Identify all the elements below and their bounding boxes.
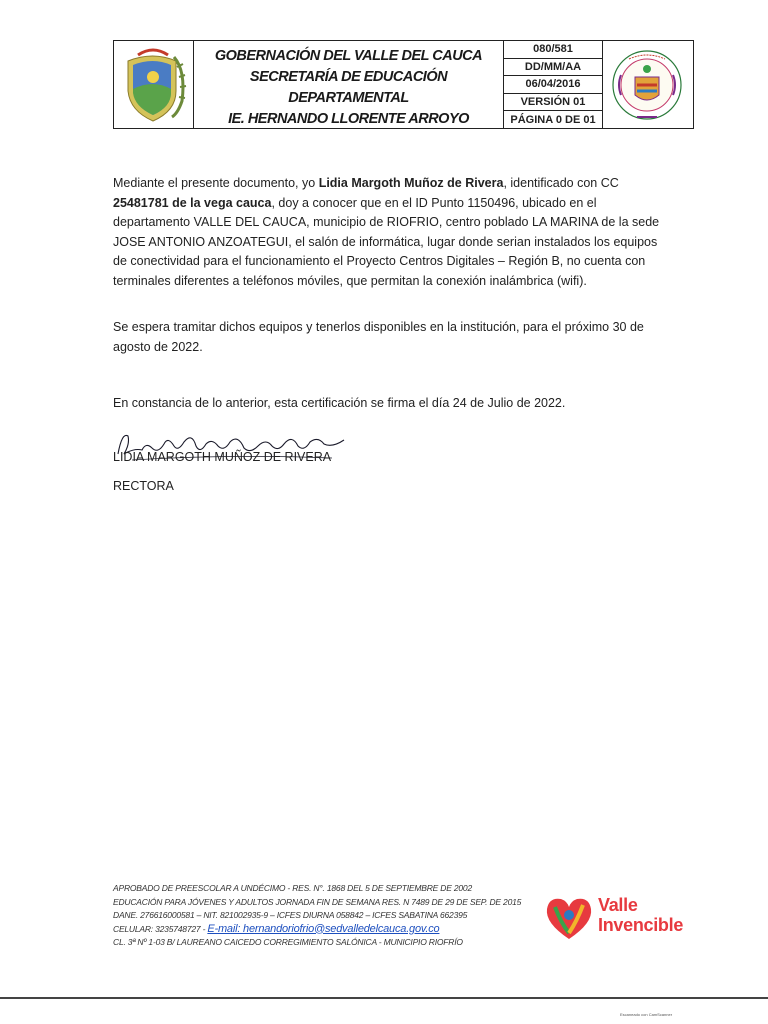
header-title-line-3: IE. HERNANDO LLORENTE ARROYO: [228, 110, 469, 127]
footer-email-link[interactable]: E-mail: hernandoriofrio@sedvalledelcauca.gov.co: [207, 922, 440, 935]
coat-of-arms-icon: [114, 41, 192, 127]
date-format: DD/MM/AA: [504, 59, 602, 77]
paragraph-certification: En constancia de lo anterior, esta certificación se firma el día 24 de Julio de 2022.: [113, 396, 566, 410]
footer-line-2: EDUCACIÓN PARA JÓVENES Y ADULTOS JORNADA FIN DE SEMANA RES. N 7489 DE 29 DE SEP. DE 2015: [113, 896, 522, 907]
valle-brand-text: [598, 895, 683, 935]
footer-line-3: DANE. 276616000581 – NIT. 821002935-9 – ICFES DIURNA 058842 – ICFES SABATINA 662395: [113, 910, 468, 920]
header-title: [194, 41, 504, 128]
footer-line-1: APROBADO DE PREESCOLAR A UNDÉCIMO - RES. N°. 1868 DEL 5 DE SEPTIEMBRE DE 2002: [113, 883, 472, 893]
p1-text-1: Mediante el presente documento, yo: [113, 176, 319, 190]
header-meta-table: [504, 41, 603, 128]
signatory-role: RECTORA: [113, 479, 174, 493]
paragraph-expectation: Se espera tramitar dichos equipos y tenerlos disponibles en la institución, para el próximo 30 de agosto de 2022.: [113, 320, 644, 354]
page-bottom-rule: [0, 997, 768, 999]
school-seal-icon: [603, 41, 691, 127]
document-footer: [113, 882, 533, 950]
p1-text-2: , identificado con CC: [503, 176, 619, 190]
document-header: [113, 40, 694, 129]
signatory-name: LIDIA MARGOTH MUÑOZ DE RIVERA: [113, 450, 332, 464]
brand-line-1: Valle: [598, 895, 638, 915]
school-seal: [603, 41, 693, 128]
paragraph-declaration: [113, 174, 668, 291]
doc-date: 06/04/2016: [504, 76, 602, 94]
valle-invencible-logo: [541, 893, 721, 945]
valle-heart-icon: [541, 893, 597, 943]
doc-code: 080/581: [504, 41, 602, 59]
scanner-watermark: Escaneado con CamScanner: [620, 1012, 673, 1017]
p1-id-bold: 25481781 de la vega cauca: [113, 195, 272, 210]
footer-phone: CELULAR: 3235748727 -: [113, 923, 208, 934]
brand-line-2: Invencible: [598, 915, 684, 935]
p1-name-bold: Lidia Margoth Muñoz de Rivera: [318, 176, 504, 190]
footer-address: CL. 3ª Nº 1-03 B/ LAUREANO CAICEDO CORREGIMIENTO SALÓNICA - MUNICIPIO RIOFRÍO: [113, 937, 463, 947]
doc-page: PÁGINA 0 DE 01: [510, 113, 596, 126]
department-coat-of-arms: [114, 41, 194, 128]
header-title-line-1: GOBERNACIÓN DEL VALLE DEL CAUCA: [214, 47, 483, 64]
footer-contact: [113, 923, 533, 937]
doc-version: VERSIÓN 01: [504, 94, 602, 112]
header-title-line-2: SECRETARÍA DE EDUCACIÓN DEPARTAMENTAL: [249, 68, 448, 106]
p1-text-3: , doy a conocer que en el ID Punto 1150496, ubicado en el departamento VALLE DEL CAUCA, municipio de RIOFRIO, centro poblado LA MARINA de la sede JOSE ANTONIO ANZOATEGUI, el salón de informática, lugar donde serian instalados los equipos de conectividad para el funcionamiento el Proyecto Centros Digitales – Región B, no cuenta con terminales diferentes a teléfonos móviles, que permitan la conexión inalámbrica (wifi).: [113, 195, 660, 288]
